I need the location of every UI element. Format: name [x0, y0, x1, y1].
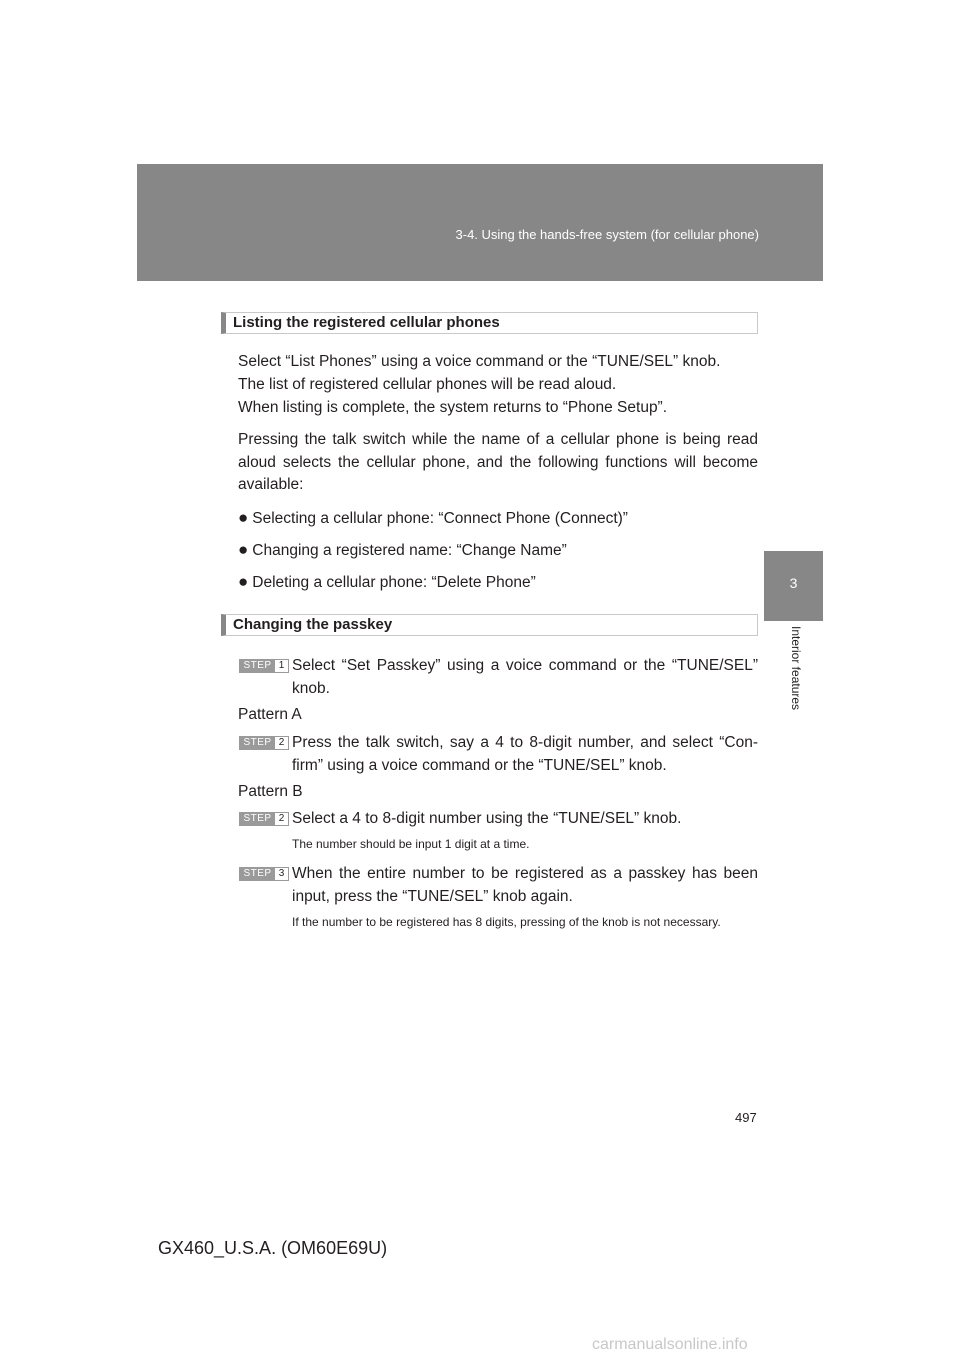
bullet-icon: ● [238, 572, 249, 591]
listing-heading-text: Listing the registered cellular phones [233, 314, 500, 331]
step-2b-note: The number should be input 1 digit at a time. [292, 837, 530, 851]
step-label: STEP [240, 813, 275, 825]
document-code: GX460_U.S.A. (OM60E69U) [158, 1238, 388, 1258]
pattern-b-label: Pattern B [238, 783, 303, 800]
chapter-number: 3 [789, 575, 798, 591]
listing-paragraph-1-line-2: The list of registered cellular phones will be read aloud. [238, 376, 617, 393]
page-number: 497 [735, 1110, 757, 1125]
step-2b-badge [239, 812, 289, 826]
step-3-note: If the number to be registered has 8 digits, pressing of the knob is not necessary. [292, 915, 721, 929]
step-1-text: Select “Set Passkey” using a voice command or the “TUNE/SEL” knob. [292, 657, 758, 697]
chapter-label [787, 628, 803, 732]
step-number: 2 [275, 813, 288, 825]
pattern-a-label: Pattern A [238, 706, 302, 723]
step-3-text: When the entire number to be registered as a passkey has been input, press the “TUNE/SEL” knob again. [292, 865, 758, 905]
step-number: 2 [275, 737, 288, 749]
watermark: carmanualsonline.info [592, 1336, 748, 1353]
bullet-text: Changing a registered name: “Change Name” [252, 542, 567, 559]
step-number: 3 [275, 868, 288, 880]
step-2b-text: Select a 4 to 8-digit number using the “TUNE/SEL” knob. [292, 810, 682, 827]
bullet-icon: ● [238, 540, 249, 559]
passkey-heading-text: Changing the passkey [233, 616, 393, 633]
listing-paragraph-2: Pressing the talk switch while the name of a cellular phone is being read aloud selects the cellular phone, and the following functions will become available: [238, 431, 758, 493]
bullet-icon: ● [238, 508, 249, 527]
step-number: 1 [275, 660, 288, 672]
bullet-text: Deleting a cellular phone: “Delete Phone” [252, 574, 536, 591]
step-label: STEP [240, 660, 275, 672]
step-2a-badge [239, 736, 289, 750]
list-item [238, 539, 758, 562]
listing-heading [221, 312, 758, 334]
bullet-text: Selecting a cellular phone: “Connect Phone (Connect)” [252, 510, 628, 527]
step-label: STEP [240, 737, 275, 749]
listing-paragraph-1: Select “List Phones” using a voice command or the “TUNE/SEL” knob. [238, 353, 721, 370]
section-title: 3-4. Using the hands-free system (for cellular phone) [455, 227, 759, 242]
header-band [137, 164, 823, 281]
chapter-tab [764, 551, 823, 621]
list-item [238, 571, 758, 594]
step-label: STEP [240, 868, 275, 880]
step-3-badge [239, 867, 289, 881]
list-item [238, 507, 758, 530]
chapter-label-text: Interior features [789, 626, 803, 711]
step-1-badge [239, 659, 289, 673]
passkey-heading [221, 614, 758, 636]
listing-paragraph-1-line-3: When listing is complete, the system returns to “Phone Setup”. [238, 399, 668, 416]
step-2a-text: Press the talk switch, say a 4 to 8-digit number, and select “Con-firm” using a voice command or the “TUNE/SEL” knob. [292, 734, 758, 774]
